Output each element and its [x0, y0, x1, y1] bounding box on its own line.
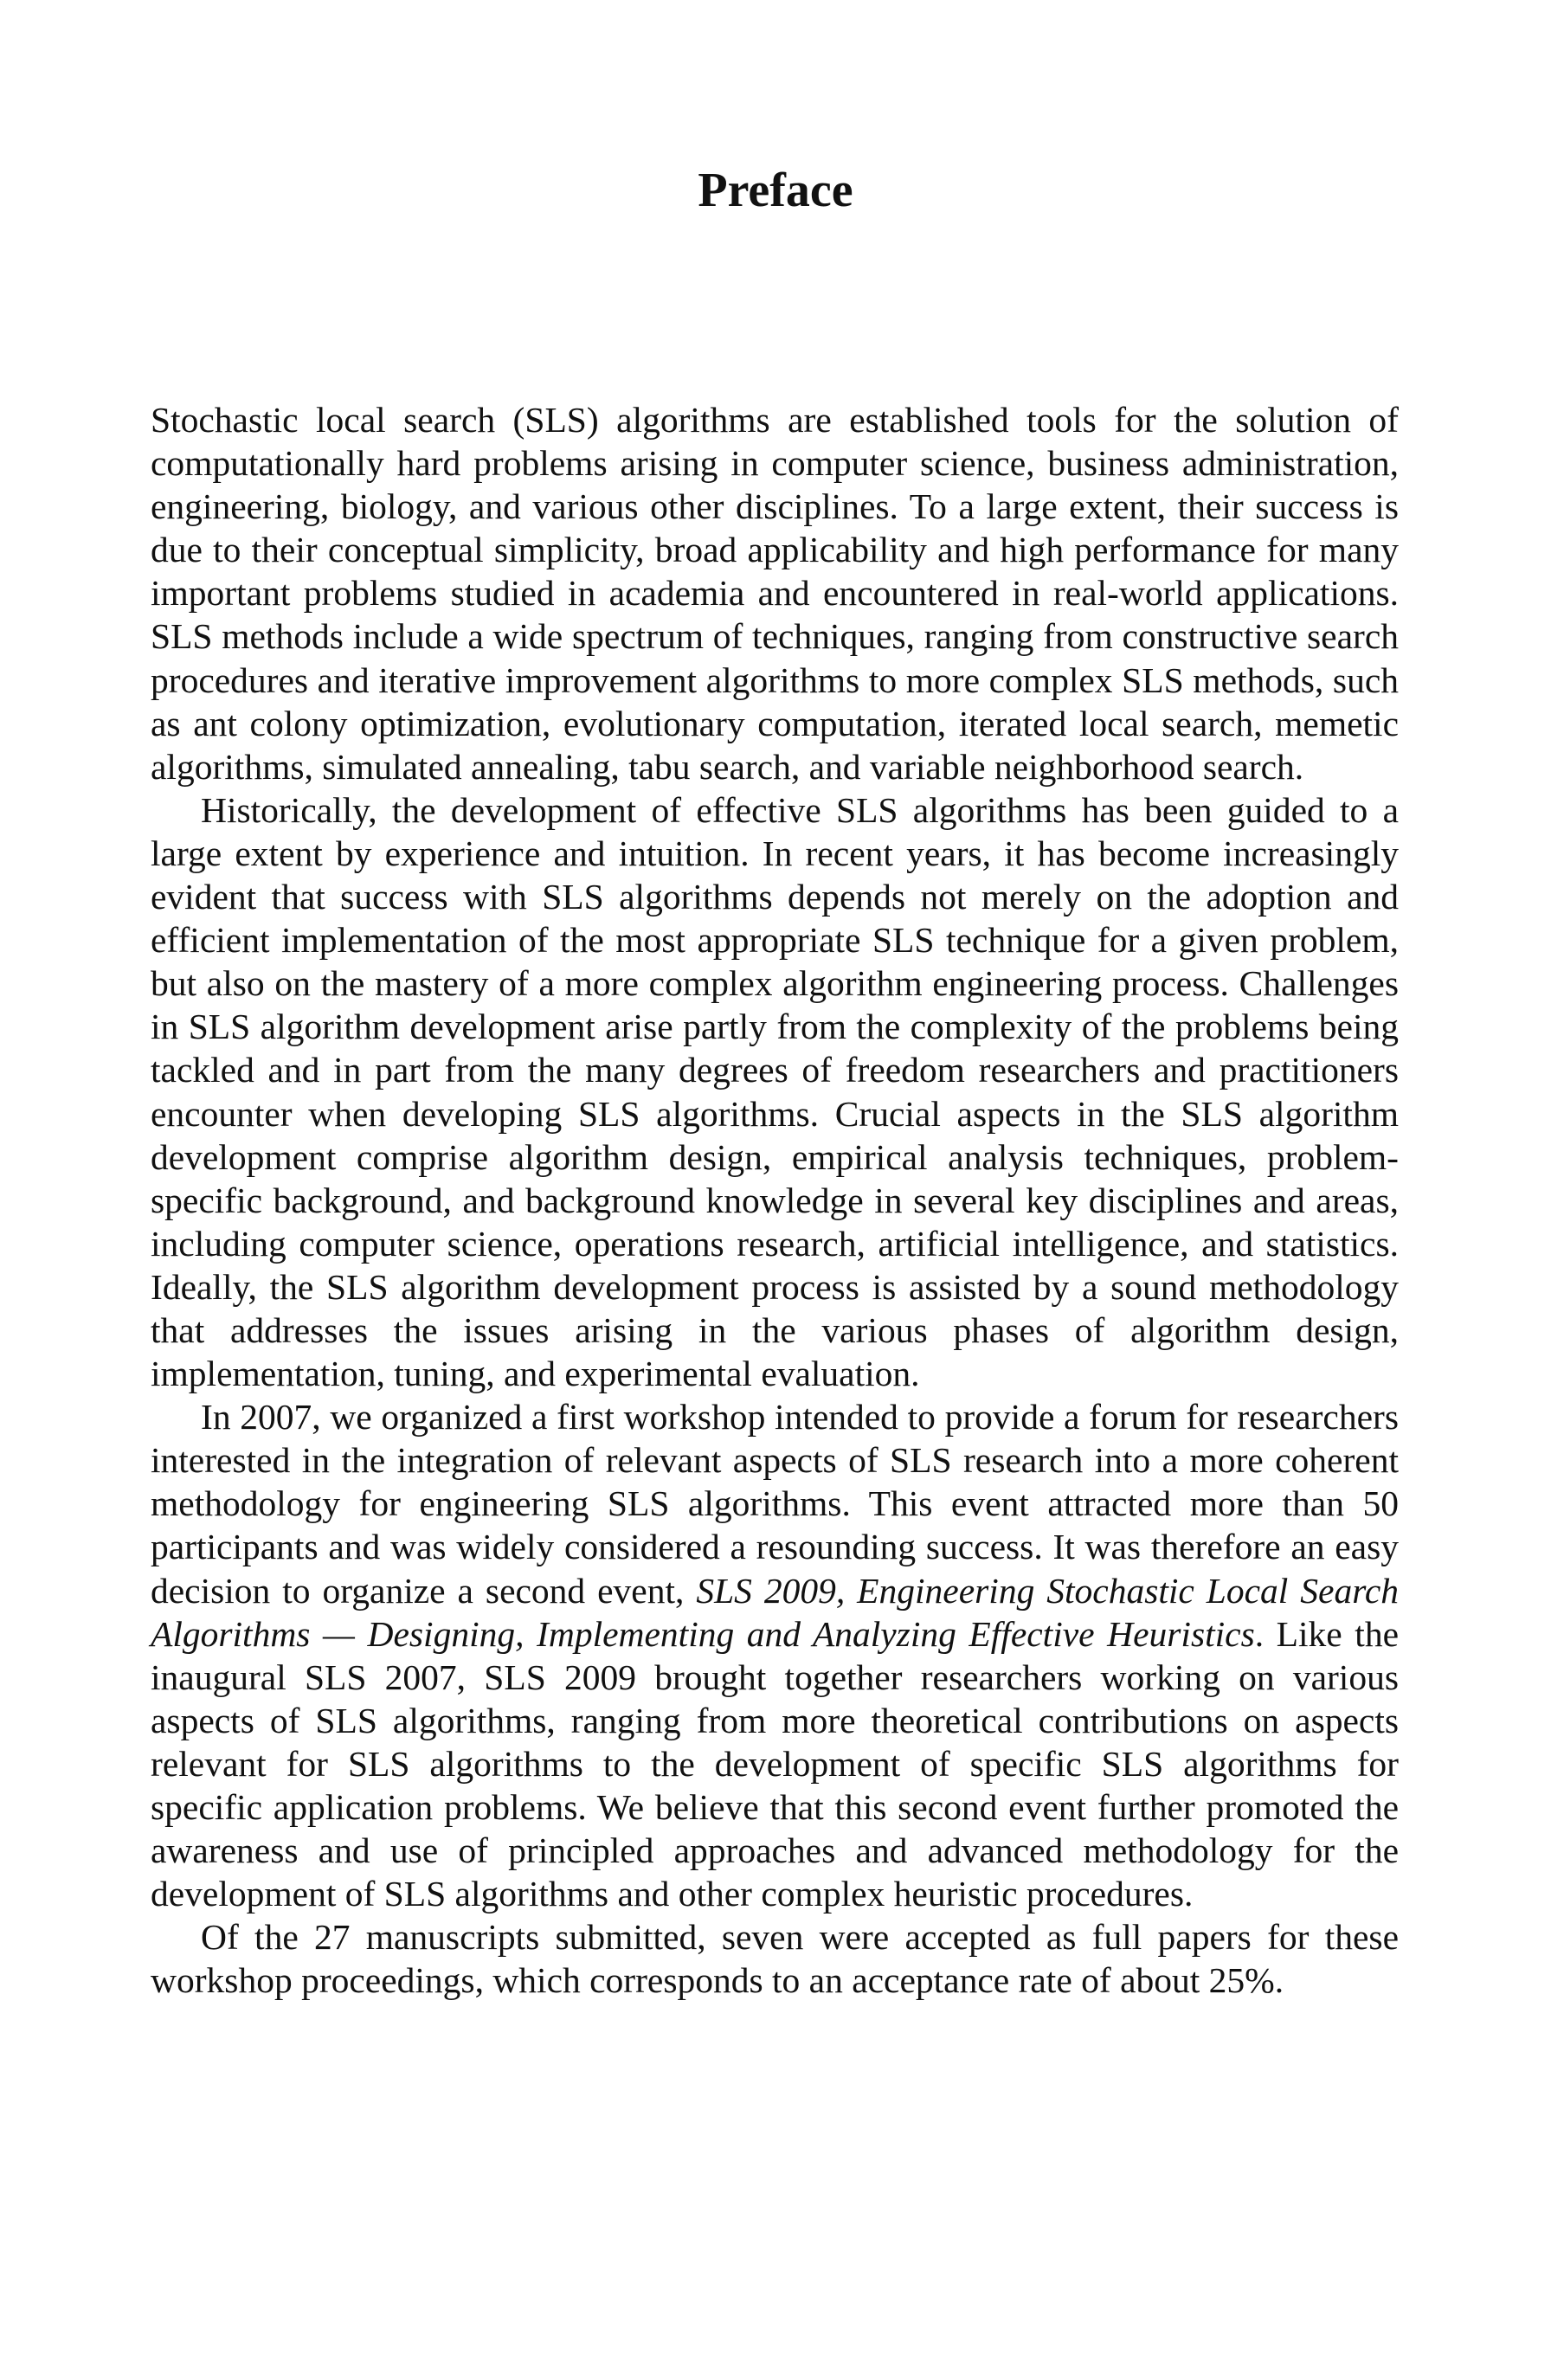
paragraph-1: Stochastic local search (SLS) algorithms are established tools for the solution of computationally hard problems arising in computer science, business administration, engineering, biology, and various other disciplines. To a large extent, their success is due to their conceptual simplicity, broad applicability and high performance for many important problems studied in academia and encountered in real-world applications. SLS methods include a wide spectrum of techniques, ranging from constructive search procedures and iterative improvement algorithms to more complex SLS methods, such as ant colony optimization, evolutionary computation, iterated local search, memetic algorithms, simulated annealing, tabu search, and variable neighborhood search. — [151, 400, 1399, 787]
body-text — [151, 398, 1399, 2002]
paragraph-3-text-end: . Like the inaugural SLS 2007, SLS 2009 brought together researchers working on various aspects of SLS algorithms, ranging from more theoretical contributions on aspects relevant for SLS algorithms to the development of specific SLS algorithms for specific application problems. We believe that this second event further promoted the awareness and use of principled approaches and advanced methodology for the development of SLS algorithms and other complex heuristic procedures. — [151, 1613, 1399, 1914]
paragraph-2: Historically, the development of effective SLS algorithms has been guided to a large extent by experience and intuition. In recent years, it has become increasingly evident that success with SLS algorithms depends not merely on the adoption and efficient implementation of the most appropriate SLS technique for a given problem, but also on the mastery of a more complex algorithm engineering process. Challenges in SLS algorithm development arise partly from the complexity of the problems being tackled and in part from the many degrees of freedom researchers and practitioners encounter when developing SLS algorithms. Crucial aspects in the SLS algorithm development comprise algorithm design, empirical analysis techniques, problem-specific background, and background knowledge in several key disciplines and areas, including computer science, operations research, artificial intelligence, and statistics. Ideally, the SLS algorithm development process is assisted by a sound methodology that addresses the issues arising in the various phases of algorithm design, implementation, tuning, and experimental evaluation. — [151, 789, 1399, 1394]
page-title: Preface — [698, 164, 853, 217]
paragraph-3-text-start: In 2007, we organized a first workshop intended to provide a forum for researchers interested in the integration of relevant aspects of SLS research into a more coherent methodology for engineering SLS algorithms. This event attracted more than 50 participants and was widely considered a resounding success. It was therefore an easy decision to organize a second event, — [151, 1397, 1399, 1611]
paragraph-4: Of the 27 manuscripts submitted, seven were accepted as full papers for these workshop proceedings, which corresponds to an acceptance rate of about 25%. — [151, 1917, 1399, 2001]
paragraph-3 — [151, 1395, 1399, 1915]
workshop-title: SLS 2009, Engineering Stochastic Local Search Algorithms — Designing, Implementing and Analyzing Effective Heuristics — [151, 1570, 1399, 1654]
